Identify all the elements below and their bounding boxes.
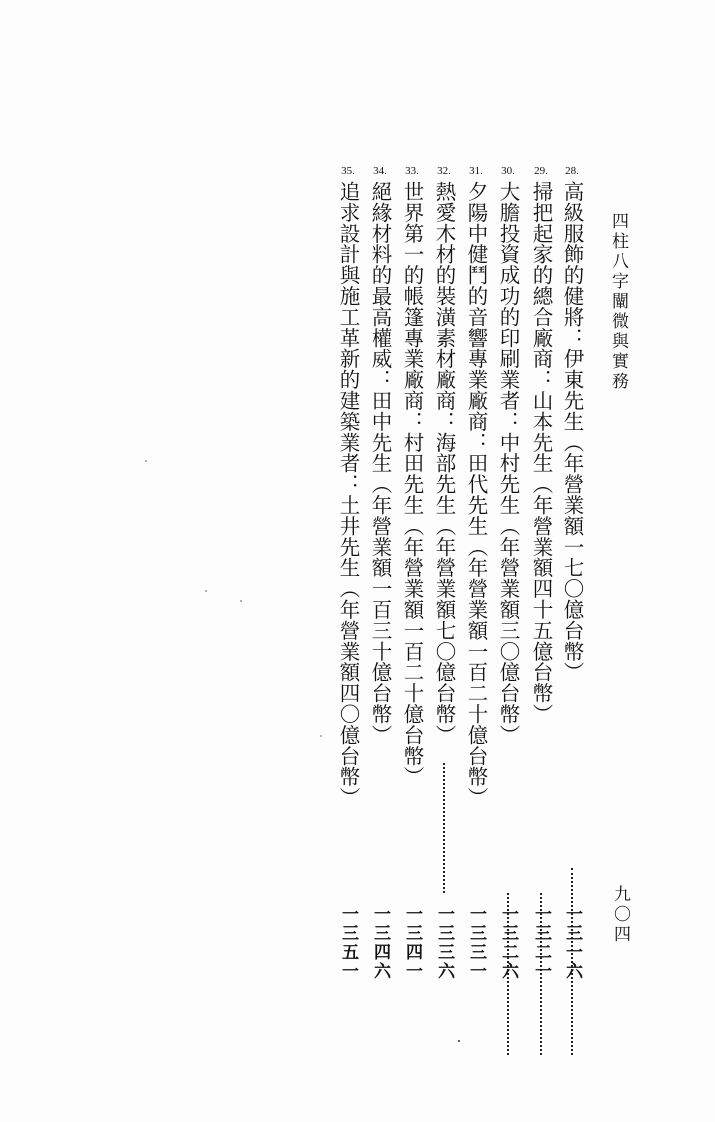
paper-speck: [205, 590, 207, 592]
page-number: 九〇四: [610, 885, 630, 945]
entry-page: 一三一六: [562, 905, 582, 981]
toc-entry-30: [492, 163, 524, 981]
toc-entry-28: [556, 163, 588, 981]
entry-page: 一三二一: [531, 905, 551, 981]
entry-title: 夕陽中健鬥的音響專業廠商：田代先生（年營業額一百二十億台幣）: [464, 181, 488, 808]
entry-page: 一三三六: [434, 905, 454, 981]
entry-title: 掃把起家的總合廠商：山本先生（年營業額四十五億台幣）: [529, 181, 553, 725]
entry-title: 世界第一的帳篷專業廠商：村田先生（年營業額一百二十億台幣）: [400, 181, 424, 788]
entry-title: 熱愛木材的裝潢素材廠商：海部先生（年營業額七〇億台幣）: [432, 181, 456, 746]
toc-entry-35: [332, 163, 364, 981]
entry-number: 32.: [437, 165, 451, 177]
entry-page: 一三五一: [338, 905, 358, 981]
entry-page: 一三二六: [498, 905, 518, 981]
running-title: 四柱八字闡微與實務: [608, 212, 628, 392]
entry-number: 29.: [534, 165, 548, 177]
paper-speck: [458, 1040, 460, 1042]
entry-number: 28.: [565, 165, 579, 177]
entry-number: 33.: [405, 165, 419, 177]
entry-number: 31.: [469, 165, 483, 177]
entry-title: 追求設計與施工革新的建築業者：土井先生（年營業額四〇億台幣）: [336, 181, 360, 808]
paper-speck: [320, 735, 322, 737]
dot-leader: [443, 763, 445, 893]
toc-entry-33: [396, 163, 428, 981]
entry-page: 一三四六: [370, 905, 390, 981]
entry-number: 35.: [341, 165, 355, 177]
toc-entry-34: [364, 163, 396, 981]
entry-title: 絕緣材料的最高權威：田中先生（年營業額一百三十億台幣）: [368, 181, 392, 746]
paper-speck: [145, 460, 147, 462]
entry-number: 34.: [373, 165, 387, 177]
entry-title: 大膽投資成功的印刷業者：中村先生（年營業額三〇億台幣）: [496, 181, 520, 746]
toc-entry-29: [525, 163, 557, 981]
toc-entry-32: [428, 163, 460, 981]
entry-title: 高級服飾的健將：伊東先生（年營業額一七〇億台幣）: [560, 181, 584, 683]
entry-page: 一三三一: [466, 905, 486, 981]
paper-speck: [240, 600, 242, 602]
entry-page: 一三四一: [402, 905, 422, 981]
toc-entry-31: [460, 163, 492, 981]
entry-number: 30.: [501, 165, 515, 177]
